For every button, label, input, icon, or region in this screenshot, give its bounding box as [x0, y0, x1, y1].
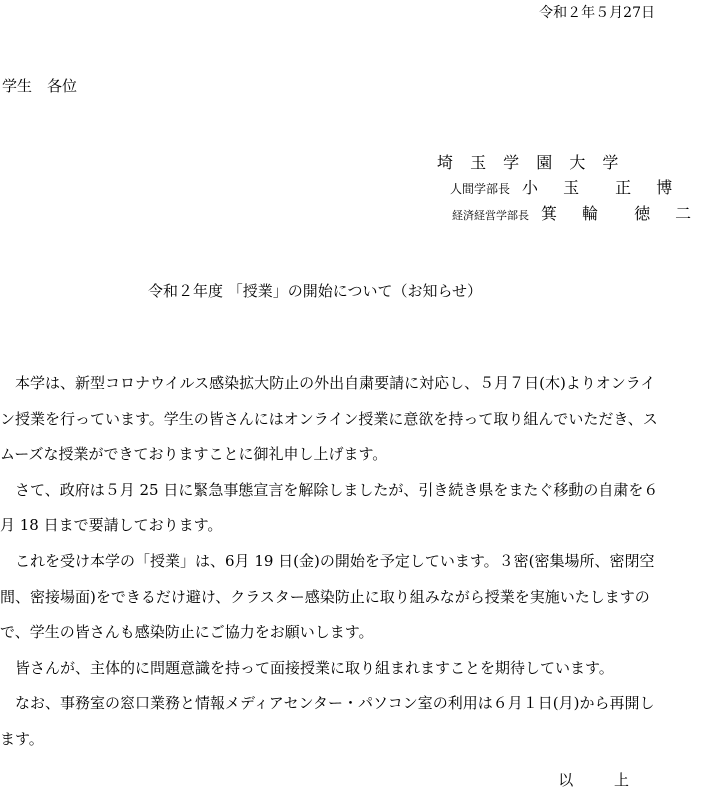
- signer-dean-economics: [452, 201, 701, 224]
- sender-organization: 埼 玉 学 園 大 学: [437, 153, 625, 172]
- document-body: [0, 366, 669, 758]
- signer-name: 箕 輪 徳 二: [541, 204, 701, 223]
- body-paragraph: 皆さんが、主体的に問題意識を持って面接授業に取り組まれますことを期待しています。: [15, 658, 614, 677]
- signer-title: 経済経営学部長: [452, 209, 529, 222]
- document-date: 令和２年５月27日: [539, 5, 655, 21]
- body-paragraph: これを受け本学の「授業」は、6月 19 日(金)の開始を予定しています。３密(密集場所、密閉空間、密接場面)をできるだけ避け、クラスター感染防止に取り組みながら授業を実施いたしますので、学生の皆さんも感染防止にご協力をお願いします。: [0, 551, 655, 642]
- body-paragraph: さて、政府は５月 25 日に緊急事態宣言を解除しましたが、引き続き県をまたぐ移動の自粛を６月 18 日まで要請しております。: [0, 480, 659, 535]
- document-title: 令和２年度 「授業」の開始について（お知らせ）: [148, 282, 483, 300]
- body-paragraph: なお、事務室の窓口業務と情報メディアセンター・パソコン室の利用は６月１日(月)から再開します。: [0, 694, 655, 748]
- addressee: 学生 各位: [2, 77, 78, 95]
- closing-remark: 以 上: [558, 771, 647, 789]
- signer-dean-human-studies: [450, 175, 682, 198]
- signer-title: 人間学部長: [450, 182, 511, 196]
- body-paragraph: 本学は、新型コロナウイルス感染拡大防止の外出自粛要請に対応し、５月７日(木)よりオンライン授業を行っています。学生の皆さんにはオンライン授業に意欲を持って取り組んでいただき、スムーズな授業ができておりますことに御礼申し上げます。: [0, 374, 658, 464]
- signer-name: 小 玉 正 博: [522, 178, 683, 197]
